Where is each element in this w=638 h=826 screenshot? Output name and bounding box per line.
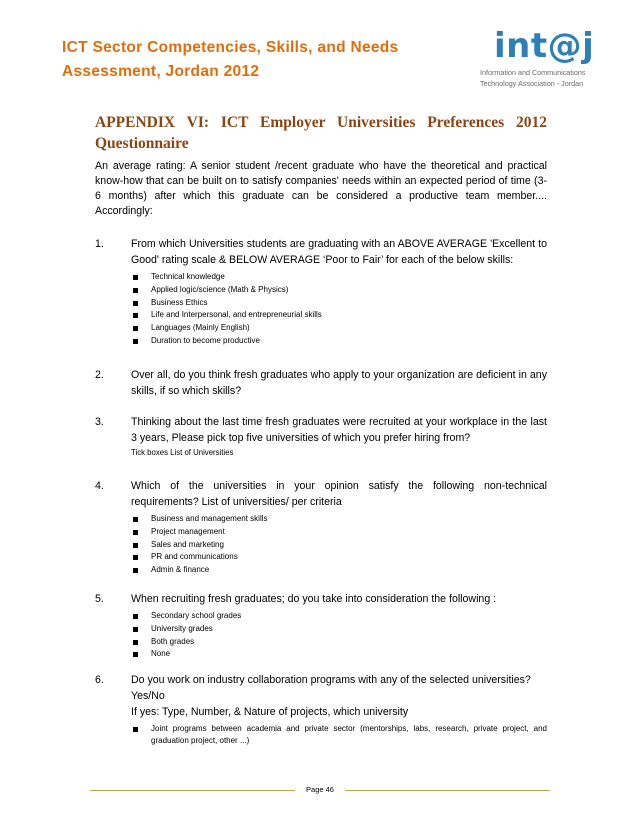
list-item: PR and communications bbox=[131, 551, 547, 564]
bullet-list bbox=[131, 513, 547, 577]
bullet-square-icon bbox=[133, 313, 138, 318]
question-text: Do you work on industry collaboration programs with any of the selected universities? bbox=[131, 674, 531, 686]
list-item: Both grades bbox=[131, 636, 547, 649]
question-number: 3. bbox=[95, 416, 104, 428]
list-item: Admin & finance bbox=[131, 564, 547, 577]
list-item: Languages (Mainly English) bbox=[131, 322, 547, 335]
question-1 bbox=[95, 236, 547, 348]
intro-paragraph: An average rating: A senior student /recent graduate who have the theoretical and practical know-how that can be built on to satisfy companies' needs within an expected period of time (3-6 months) after which this graduate can be considered a productive team member.... Accordingly: bbox=[95, 160, 547, 217]
bullet-square-icon bbox=[133, 652, 138, 657]
question-followup: If yes: Type, Number, & Nature of projects, which university bbox=[131, 706, 409, 718]
bullet-list bbox=[131, 271, 547, 348]
list-item: Applied logic/science (Math & Physics) bbox=[131, 284, 547, 297]
question-text: Thinking about the last time fresh graduates were recruited at your workplace in the last 3 years, Please pick top five universities of which you prefer hiring from? bbox=[131, 416, 547, 444]
appendix-title: APPENDIX VI: ICT Employer Universities Preferences 2012 Questionnaire bbox=[95, 114, 547, 152]
bullet-square-icon bbox=[133, 288, 138, 293]
question-number: 5. bbox=[95, 593, 104, 605]
list-item: Project management bbox=[131, 526, 547, 539]
list-item: Life and Interpersonal, and entrepreneurial skills bbox=[131, 309, 547, 322]
question-number: 2. bbox=[95, 369, 104, 381]
bullet-square-icon bbox=[133, 326, 138, 331]
bullet-square-icon bbox=[133, 517, 138, 522]
question-2 bbox=[95, 367, 547, 399]
footer-divider-left bbox=[90, 790, 295, 791]
question-6 bbox=[95, 672, 547, 746]
bullet-list bbox=[131, 723, 547, 746]
bullet-square-icon bbox=[133, 727, 138, 732]
page-number: Page 46 bbox=[306, 785, 334, 794]
bullet-square-icon bbox=[133, 614, 138, 619]
question-text: Which of the universities in your opinion satisfy the following non-technical requirements? List of universities/ per criteria bbox=[131, 480, 547, 508]
logo-wordmark: int@j bbox=[494, 26, 595, 66]
question-note: Tick boxes List of Universities bbox=[131, 448, 234, 457]
bullet-square-icon bbox=[133, 640, 138, 645]
question-text: Over all, do you think fresh graduates who apply to your organization are deficient in any skills, if so which skills? bbox=[131, 369, 547, 397]
bullet-list bbox=[131, 610, 547, 661]
footer-divider-right bbox=[345, 790, 550, 791]
list-item: Technical knowledge bbox=[131, 271, 547, 284]
bullet-square-icon bbox=[133, 568, 138, 573]
question-number: 6. bbox=[95, 674, 104, 686]
list-item: Business and management skills bbox=[131, 513, 547, 526]
question-number: 1. bbox=[95, 238, 104, 250]
bullet-square-icon bbox=[133, 543, 138, 548]
question-3 bbox=[95, 414, 547, 459]
list-item: University grades bbox=[131, 623, 547, 636]
list-item: Duration to become productive bbox=[131, 335, 547, 348]
bullet-square-icon bbox=[133, 339, 138, 344]
list-item: Secondary school grades bbox=[131, 610, 547, 623]
list-item: Business Ethics bbox=[131, 297, 547, 310]
question-answer-options: Yes/No bbox=[131, 690, 165, 702]
bullet-square-icon bbox=[133, 530, 138, 535]
question-5 bbox=[95, 591, 547, 661]
question-number: 4. bbox=[95, 480, 104, 492]
list-item: None bbox=[131, 648, 547, 661]
list-item: Joint programs between academia and private sector (mentorships, labs, research, private project, and graduation project, other ...) bbox=[131, 723, 547, 746]
bullet-square-icon bbox=[133, 627, 138, 632]
report-header-title: ICT Sector Competencies, Skills, and Needs Assessment, Jordan 2012 bbox=[62, 39, 399, 80]
question-text: From which Universities students are graduating with an ABOVE AVERAGE 'Excellent to Good' rating scale & BELOW AVERAGE ‘Poor to Fair’ for each of the below skills: bbox=[131, 238, 547, 266]
list-item: Sales and marketing bbox=[131, 539, 547, 552]
bullet-square-icon bbox=[133, 275, 138, 280]
logo-subtitle-line-2: Technology Association - Jordan bbox=[480, 79, 584, 88]
question-4 bbox=[95, 478, 547, 577]
intaj-logo bbox=[480, 26, 630, 88]
bullet-square-icon bbox=[133, 301, 138, 306]
question-text: When recruiting fresh graduates; do you take into consideration the following : bbox=[131, 593, 497, 605]
logo-subtitle-line-1: Information and Communications bbox=[480, 68, 586, 77]
bullet-square-icon bbox=[133, 555, 138, 560]
